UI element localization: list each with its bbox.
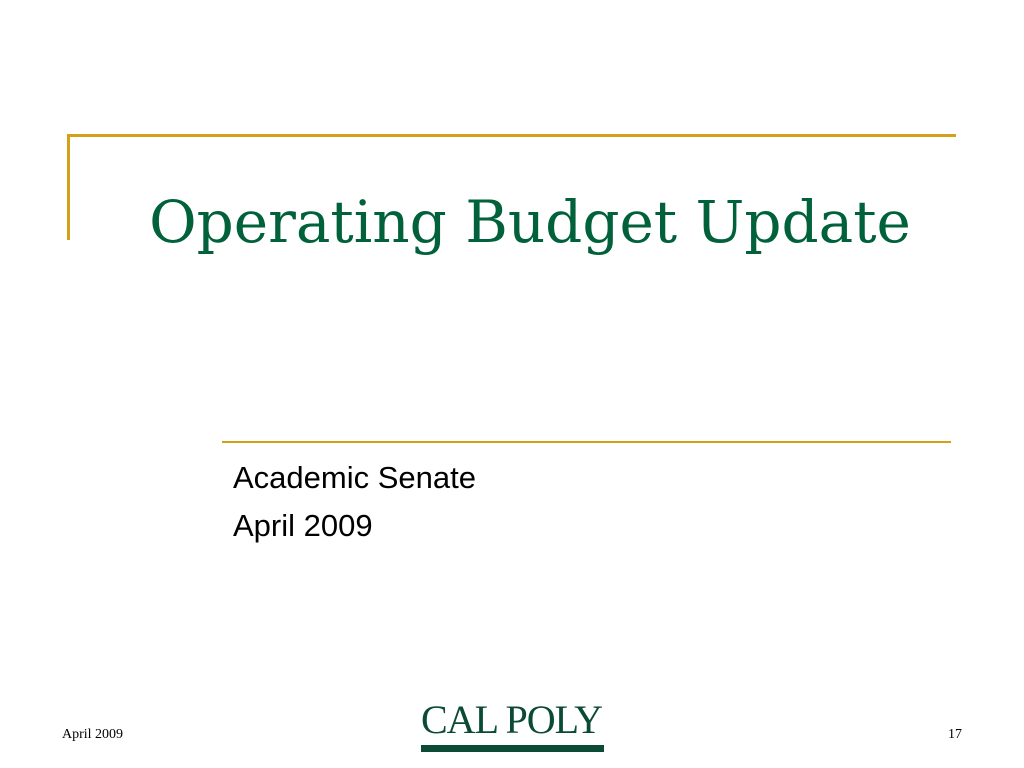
logo-bar [421, 745, 604, 752]
subtitle-line-2: April 2009 [233, 508, 373, 543]
page-number: 17 [948, 727, 962, 742]
frame-top-rule [67, 134, 956, 137]
cal-poly-logo [421, 697, 604, 752]
frame-left-rule [67, 134, 70, 240]
logo-text: CAL POLY [421, 697, 602, 742]
footer-date: April 2009 [62, 727, 124, 742]
slide-title: Operating Budget Update [149, 188, 911, 256]
subtitle [233, 454, 476, 550]
subtitle-line-1: Academic Senate [233, 460, 476, 495]
subtitle-rule [222, 441, 951, 443]
